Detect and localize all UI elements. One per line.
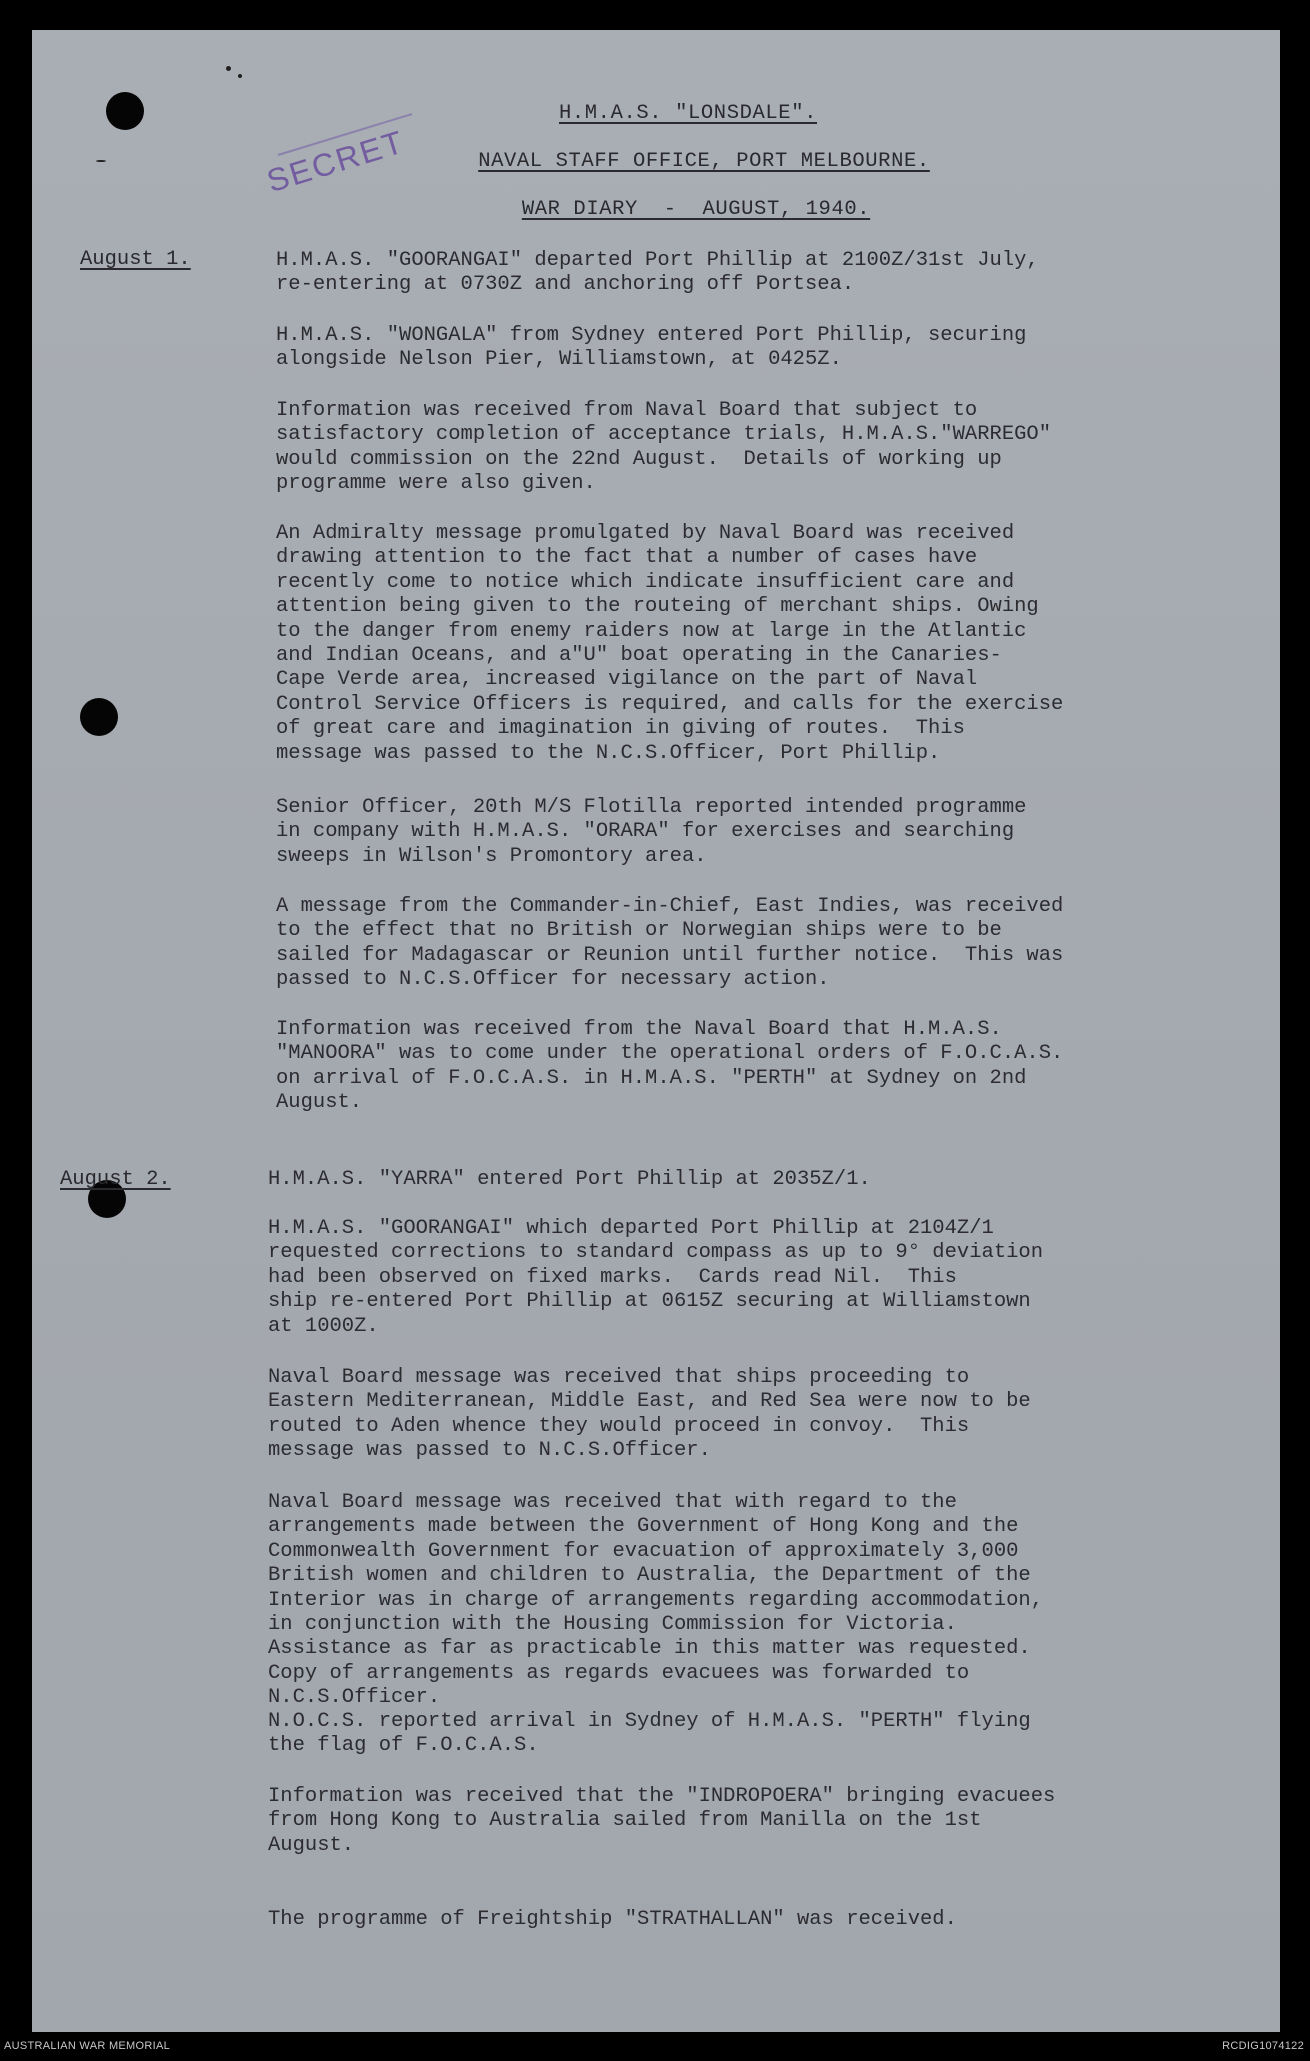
diary-entry: H.M.A.S. "WONGALA" from Sydney entered Port Phillip, securing alongside Nelson Pier, Williamstown, at 0425Z. [276, 324, 1027, 372]
diary-entry: H.M.A.S. "GOORANGAI" departed Port Phillip at 2100Z/31st July, re-entering at 0730Z and anchoring off Portsea. [276, 249, 1039, 297]
document-page [32, 30, 1280, 2032]
diary-entry: Naval Board message was received that ships proceeding to Eastern Mediterranean, Middle East, and Red Sea were now to be routed to Aden whence they would proceed in convoy. This message was passed to N.C.S.Officer. [268, 1366, 1031, 1463]
diary-entry: Naval Board message was received that with regard to the arrangements made between the Government of Hong Kong and the Commonwealth Government for evacuation of approximately 3,000 British women and children to Australia, the Department of the Interior was in charge of arrangements regarding accommodation, in conjunction with the Housing Commission for Victoria. Assistance as far as practicable in this matter was requested. Copy of arrangements as regards evacuees was forwarded to N.C.S.Officer. [268, 1491, 1044, 1710]
diary-entry: N.O.C.S. reported arrival in Sydney of H.M.A.S. "PERTH" flying the flag of F.O.C.A.S. [268, 1710, 1031, 1758]
archive-credit: AUSTRALIAN WAR MEMORIAL [4, 2040, 171, 2052]
diary-entry: H.M.A.S. "GOORANGAI" which departed Port Phillip at 2104Z/1 requested corrections to standard compass as up to 9° deviation had been observed on fixed marks. Cards read Nil. This ship re-entered Port Phillip at 0615Z securing at Williamstown at 1000Z. [268, 1217, 1044, 1338]
date-label-august-1: August 1. [80, 248, 191, 271]
punch-hole [80, 698, 118, 736]
diary-entry: Senior Officer, 20th M/S Flotilla reported intended programme in company with H.M.A.S. "ORARA" for exercises and searching sweeps in Wilson's Promontory area. [276, 796, 1027, 868]
ink-speck [226, 66, 231, 71]
ship-heading: H.M.A.S. "LONSDALE". [558, 102, 818, 125]
archive-reference: RCDIG1074122 [1222, 2040, 1304, 2052]
diary-entry: A message from the Commander-in-Chief, East Indies, was received to the effect that no British or Norwegian ships were to be sailed for Madagascar or Reunion until further notice. This was passed to N.C.S.Officer for necessary action. [276, 895, 1064, 992]
secret-stamp: SECRET [262, 123, 409, 200]
office-heading: NAVAL STAFF OFFICE, PORT MELBOURNE. [478, 150, 930, 173]
diary-entry: Information was received from the Naval Board that H.M.A.S. "MANOORA" was to come under the operational orders of F.O.C.A.S. on arrival of F.O.C.A.S. in H.M.A.S. "PERTH" at Sydney on 2nd August. [276, 1018, 1064, 1115]
ink-speck [238, 74, 242, 78]
diary-entry: Information was received that the "INDROPOERA" bringing evacuees from Hong Kong to Australia sailed from Manilla on the 1st August. [268, 1785, 1056, 1857]
diary-entry: The programme of Freightship "STRATHALLAN" was received. [268, 1908, 957, 1931]
diary-entry: H.M.A.S. "YARRA" entered Port Phillip at 2035Z/1. [268, 1168, 871, 1191]
diary-entry: An Admiralty message promulgated by Naval Board was received drawing attention to the fact that a number of cases have recently come to notice which indicate insufficient care and attention being given to the routeing of merchant ships. Owing to the danger from enemy raiders now at large in the Atlantic and Indian Oceans, and a"U" boat operating in the Canaries- Cape Verde area, increased vigilance on the part of Naval Control Service Officers is required, and calls for the exercise of great care and imagination in giving of routes. This message was passed to the N.C.S.Officer, Port Phillip. [276, 522, 1064, 765]
diary-entry: Information was received from Naval Board that subject to satisfactory completion of acceptance trials, H.M.A.S."WARREGO" would commission on the 22nd August. Details of working up programme were also given. [276, 399, 1052, 496]
diary-title: WAR DIARY - AUGUST, 1940. [521, 198, 871, 221]
date-label-august-2: August 2. [60, 1168, 171, 1191]
